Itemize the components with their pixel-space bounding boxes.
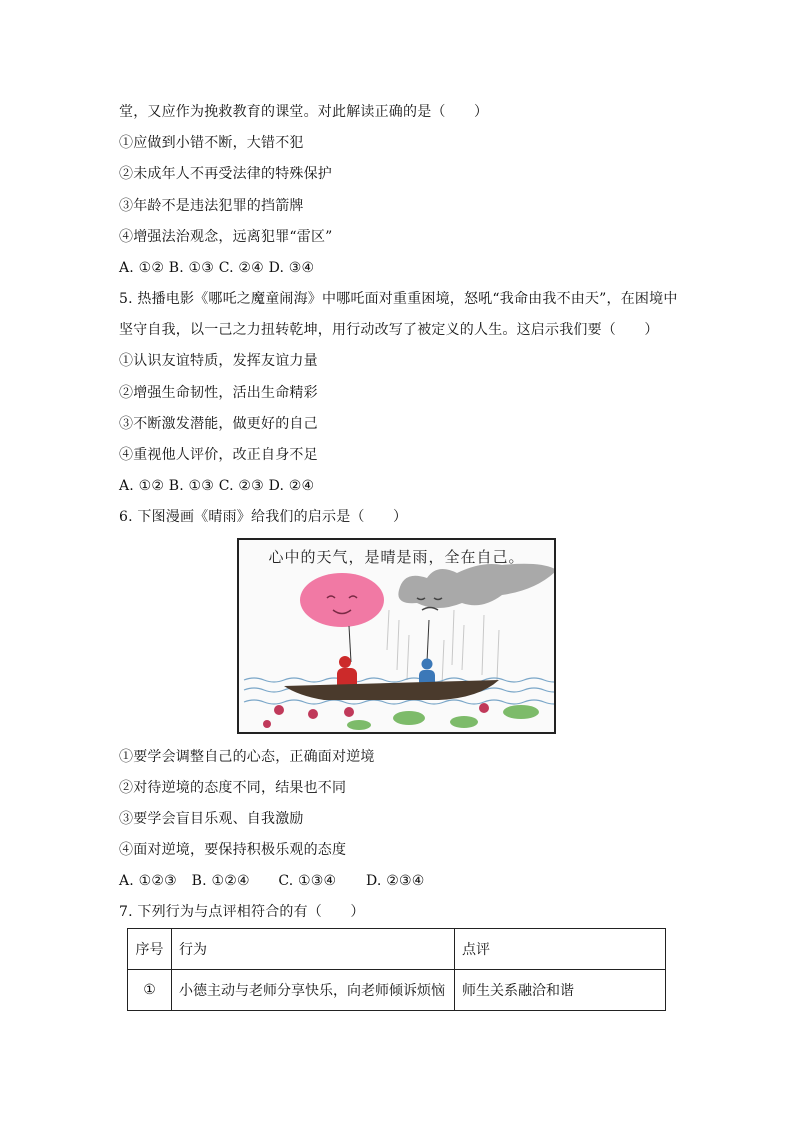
q4-option-1: ①应做到小错不断，大错不犯 — [119, 135, 304, 151]
table-header-cell: 点评 — [455, 929, 666, 970]
q6-choice-b: B. ①②④ — [191, 873, 250, 889]
sun-string — [349, 626, 351, 662]
q4-option-2: ②未成年人不再受法律的特殊保护 — [119, 166, 332, 182]
comic-image — [237, 538, 556, 734]
comic-caption: 心中的天气，是晴是雨，全在自己。 — [268, 548, 525, 566]
q5-stem-line-2: 坚守自我，以一己之力扭转乾坤，用行动改写了被定义的人生。这启示我们要（ ） — [119, 322, 659, 338]
comic-illustration — [239, 540, 554, 732]
q5-option-2: ②增强生命韧性，活出生命精彩 — [119, 385, 318, 401]
q6-choice-c: C. ①③④ — [278, 873, 337, 889]
q4-option-4: ④增强法治观念，远离犯罪“雷区” — [119, 229, 333, 245]
q6-choices — [119, 871, 424, 891]
q7-table — [127, 928, 666, 1011]
table-cell: 师生关系融洽和谐 — [455, 970, 666, 1011]
q4-choices: A. ①② B. ①③ C. ②④ D. ③④ — [119, 260, 315, 276]
q5-stem-line-1: 5. 热播电影《哪吒之魔童闹海》中哪吒面对重重困境，怒吼“我命由我不由天”，在困境中 — [119, 291, 678, 307]
rain-streaks — [387, 610, 499, 685]
q6-option-3: ③要学会盲目乐观、自我激励 — [119, 811, 304, 827]
table-header-cell: 序号 — [128, 929, 172, 970]
q7-stem: 7. 下列行为与点评相符合的有（ ） — [119, 904, 365, 920]
q6-choice-d: D. ②③④ — [365, 873, 425, 889]
q6-stem: 6. 下图漫画《晴雨》给我们的启示是（ ） — [119, 509, 408, 525]
q4-stem-continued: 堂，又应作为挽救教育的课堂。对此解读正确的是（ ） — [119, 104, 489, 120]
q5-option-1: ①认识友谊特质，发挥友谊力量 — [119, 353, 318, 369]
table-header-row — [128, 929, 666, 970]
table-row — [128, 970, 666, 1011]
lily-pads — [347, 705, 539, 730]
q6-option-4: ④面对逆境，要保持积极乐观的态度 — [119, 842, 347, 858]
table-header-cell: 行为 — [172, 929, 455, 970]
q5-choices: A. ①② B. ①③ C. ②③ D. ②④ — [119, 478, 315, 494]
boat — [284, 680, 499, 700]
q5-option-3: ③不断激发潜能，做更好的自己 — [119, 416, 318, 432]
q6-option-2: ②对待逆境的态度不同，结果也不同 — [119, 780, 347, 796]
q5-option-4: ④重视他人评价，改正自身不足 — [119, 447, 318, 463]
q4-option-3: ③年龄不是违法犯罪的挡箭牌 — [119, 198, 304, 214]
table-cell: 小德主动与老师分享快乐，向老师倾诉烦恼 — [172, 970, 455, 1011]
q6-option-1: ①要学会调整自己的心态，正确面对逆境 — [119, 749, 375, 765]
cloud-string — [427, 620, 429, 662]
q6-choice-a: A. ①②③ — [119, 873, 177, 889]
sun-balloon — [300, 573, 384, 627]
table-cell: ① — [128, 970, 172, 1011]
cloud-balloon — [398, 564, 554, 608]
